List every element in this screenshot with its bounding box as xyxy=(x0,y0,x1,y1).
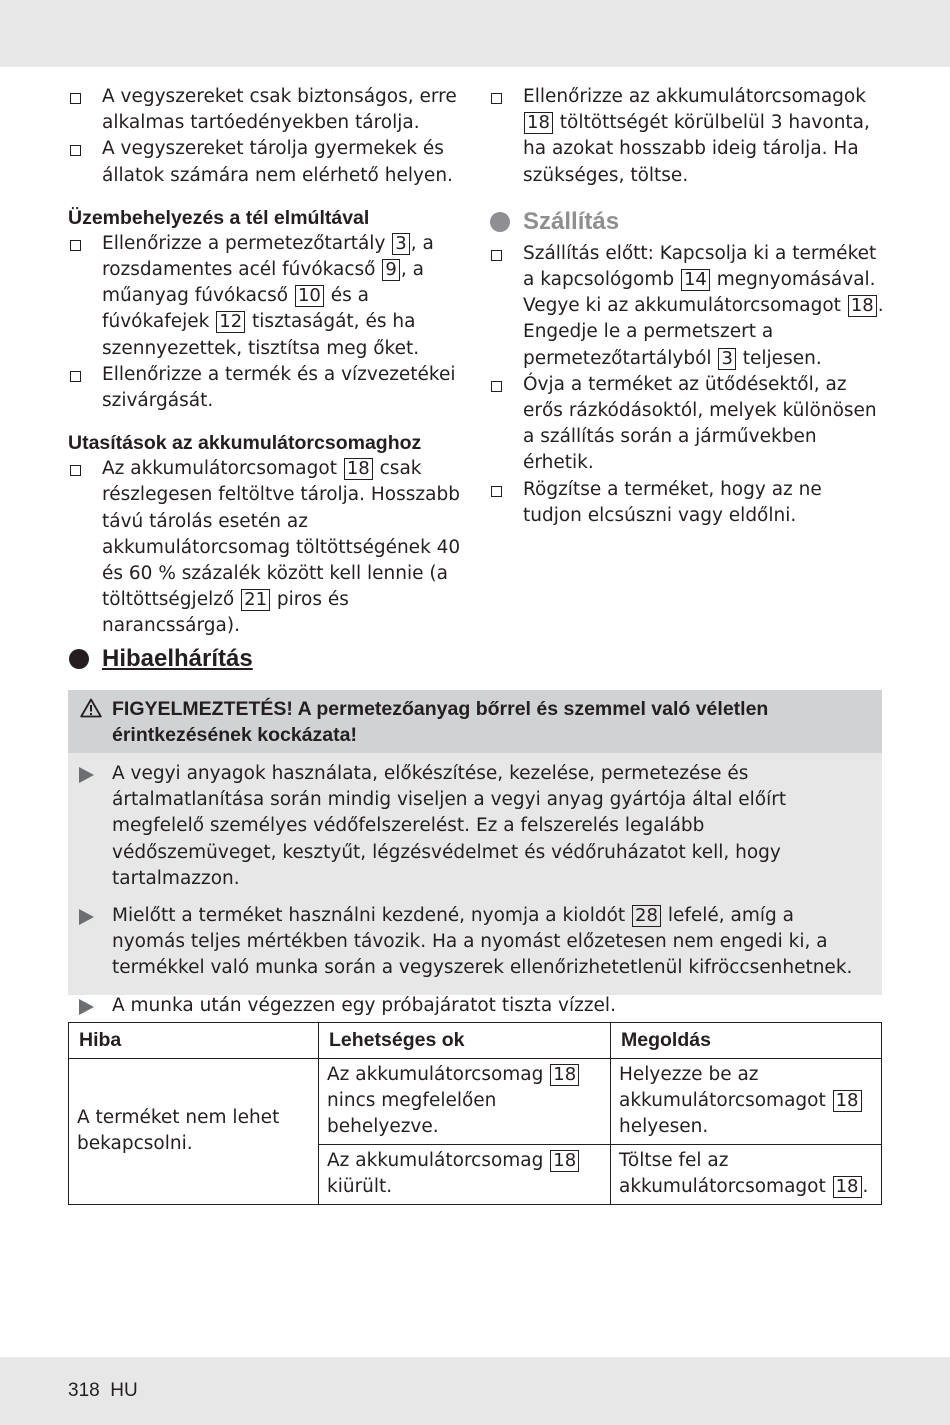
winter-heading: Üzembehelyezés a tél elmúltával xyxy=(68,206,370,229)
text-span: Helyezze be az akkumulátorcsomagot xyxy=(619,1064,832,1112)
text-span: Az akkumulátorcsomag xyxy=(327,1149,550,1171)
text-span: Töltse fel az akkumulátorcsomagot xyxy=(619,1149,832,1198)
checkbox-bullet-icon xyxy=(70,145,81,156)
text-span: Szállítás előtt: Kapcsolja ki a terméket a kapcsológomb xyxy=(523,242,877,291)
text-span: Az akkumulátorcsomag xyxy=(327,1064,550,1085)
list-item xyxy=(489,84,884,189)
text-span: , a rozsdamentes acél fúvókacső xyxy=(102,232,434,281)
transport-section-heading xyxy=(489,207,884,237)
text-span: piros és narancssárga). xyxy=(102,589,349,637)
solution-cell xyxy=(611,1144,882,1204)
table-header-row xyxy=(69,1023,882,1059)
part-reference: 18 xyxy=(550,1064,579,1086)
text-span: A vegyi anyagok használata, előkészítése, kezelése, permetezése és ártalmatlanítása során mindig viseljen a vegyi anyag gyártója által előírt megfelelő személyes védőfelszerelést. Ez a felszerelés legalább védőszemüveget, kesztyűt, légzésvédelmet és védőruházatot kell, hogy tartalmazzon. xyxy=(112,763,787,889)
troubleshooting-table xyxy=(68,1022,882,1205)
list-item xyxy=(489,477,884,529)
text-span: Mielőtt a terméket használni kezdené, nyomja a kioldót xyxy=(112,905,632,927)
part-reference: 9 xyxy=(382,259,399,281)
part-reference: 18 xyxy=(550,1150,579,1172)
arrow-bullet-icon xyxy=(79,909,94,925)
list-item xyxy=(489,372,884,477)
part-reference: 14 xyxy=(681,269,710,291)
warning-body xyxy=(68,753,882,1019)
troubleshooting-section-heading xyxy=(68,644,253,674)
list-item-text: A vegyszereket csak biztonságos, erre alkalmas tartóedényekben tárolja. xyxy=(102,86,457,134)
text-span: Ellenőrizze az akkumulátorcsomagok xyxy=(523,86,866,107)
page-number: 318 HU xyxy=(68,1380,138,1401)
checkbox-bullet-icon xyxy=(70,465,81,476)
table-row xyxy=(69,1059,882,1145)
part-reference: 18 xyxy=(848,295,877,317)
cause-cell xyxy=(319,1059,611,1145)
list-item xyxy=(489,241,884,372)
text-span: tisztaságát, és ha szennyezettek, tisztítsa meg őket. xyxy=(102,311,420,359)
text-span: Az akkumulátorcsomagot xyxy=(102,458,343,480)
text-span: lefelé, amíg a nyomás teljes mértékben távozik. Ha a nyomást előzetesen nem engedi ki, a termékkel való munka során a vegyszerek ellenőrizhetetlenül kifröccsenhetnek. xyxy=(112,905,853,979)
checkbox-bullet-icon xyxy=(491,250,502,261)
part-reference: 3 xyxy=(392,233,409,255)
part-reference: 18 xyxy=(833,1176,862,1198)
troubleshooting-heading-label: Hibaelhárítás xyxy=(102,645,253,672)
right-column xyxy=(489,84,884,529)
part-reference: 12 xyxy=(216,311,245,333)
text-span: . Engedje le a permetszert a permetezőtartályból xyxy=(523,295,884,369)
text-span: csak részlegesen feltöltve tárolja. Hosszabb távú tárolás esetén az akkumulátorcsomag töltöttségének 40 és 60 % százalék között kell lennie (a töltöttségjelző xyxy=(102,458,461,611)
text-span: töltöttségét körülbelül 3 havonta, ha azokat hosszabb ideig tárolja. Ha szükséges, töltse. xyxy=(523,112,870,186)
problem-text: A terméket nem lehet bekapcsolni. xyxy=(77,1107,280,1155)
checkbox-bullet-icon xyxy=(491,93,502,104)
list-item-text: Óvja a terméket az ütődésektől, az erős rázkódásoktól, melyek különösen a szállítás során a járművekben érhetik. xyxy=(523,373,877,474)
left-column xyxy=(68,84,468,640)
checkbox-bullet-icon xyxy=(491,486,502,497)
list-item-text: Ellenőrizze a termék és a vízvezetékei szivárgását. xyxy=(102,363,456,412)
warning-box xyxy=(68,690,882,1016)
warning-triangle-icon xyxy=(80,698,102,718)
text-span: teljesen. xyxy=(736,347,822,369)
text-span: kiürült. xyxy=(327,1176,393,1198)
part-reference: 10 xyxy=(295,285,324,307)
part-reference: 3 xyxy=(718,348,735,370)
part-reference: 18 xyxy=(833,1090,862,1112)
checkbox-bullet-icon xyxy=(70,371,81,382)
warning-item xyxy=(112,903,870,982)
arrow-bullet-icon xyxy=(79,999,94,1015)
footer-band xyxy=(0,1357,950,1425)
section-bullet-icon xyxy=(69,649,89,669)
solution-cell xyxy=(611,1059,882,1145)
list-item-text: Rögzítse a terméket, hogy az ne tudjon elcsúszni vagy eldőlni. xyxy=(523,478,822,526)
problem-cell xyxy=(69,1059,319,1205)
text-span: A munka után végezzen egy próbajáratot tiszta vízzel. xyxy=(112,994,616,1016)
part-reference: 28 xyxy=(632,905,661,927)
list-item xyxy=(68,362,468,414)
checkbox-bullet-icon xyxy=(491,381,502,392)
warning-header xyxy=(68,690,882,753)
column-header-solution: Megoldás xyxy=(611,1023,882,1059)
text-span: . xyxy=(862,1176,869,1198)
checkbox-bullet-icon xyxy=(70,240,81,251)
text-span: és a fúvókafejek xyxy=(102,285,369,333)
warning-item xyxy=(112,993,870,1019)
list-item-text: A vegyszereket tárolja gyermekek és állatok számára nem elérhető helyen. xyxy=(102,138,453,186)
column-header-problem: Hiba xyxy=(69,1023,319,1059)
header-band xyxy=(0,0,950,67)
arrow-bullet-icon xyxy=(79,767,94,783)
section-bullet-icon xyxy=(490,212,510,232)
battery-heading: Utasítások az akkumulátorcsomaghoz xyxy=(68,432,422,455)
cause-cell xyxy=(319,1144,611,1204)
list-item xyxy=(68,231,468,362)
list-item xyxy=(68,456,468,639)
list-item xyxy=(68,136,468,188)
text-span: helyesen. xyxy=(619,1116,709,1138)
column-header-cause: Lehetséges ok xyxy=(319,1023,611,1059)
text-span: megnyomásával. Vegye ki az akkumulátorcsomagot xyxy=(523,269,876,317)
checkbox-bullet-icon xyxy=(70,93,81,104)
warning-title: FIGYELMEZTETÉS! A permetezőanyag bőrrel és szemmel való véletlen érintkezésének kockázata! xyxy=(112,698,769,746)
transport-heading-label: Szállítás xyxy=(523,207,620,235)
text-span: , a műanyag fúvókacső xyxy=(102,259,424,307)
list-item xyxy=(68,84,468,136)
part-reference: 21 xyxy=(241,589,270,611)
part-reference: 18 xyxy=(344,458,373,480)
warning-item xyxy=(112,761,870,892)
part-reference: 18 xyxy=(524,112,553,134)
text-span: Ellenőrizze a permetezőtartály xyxy=(102,232,392,254)
text-span: nincs megfelelően behelyezve. xyxy=(327,1090,497,1138)
